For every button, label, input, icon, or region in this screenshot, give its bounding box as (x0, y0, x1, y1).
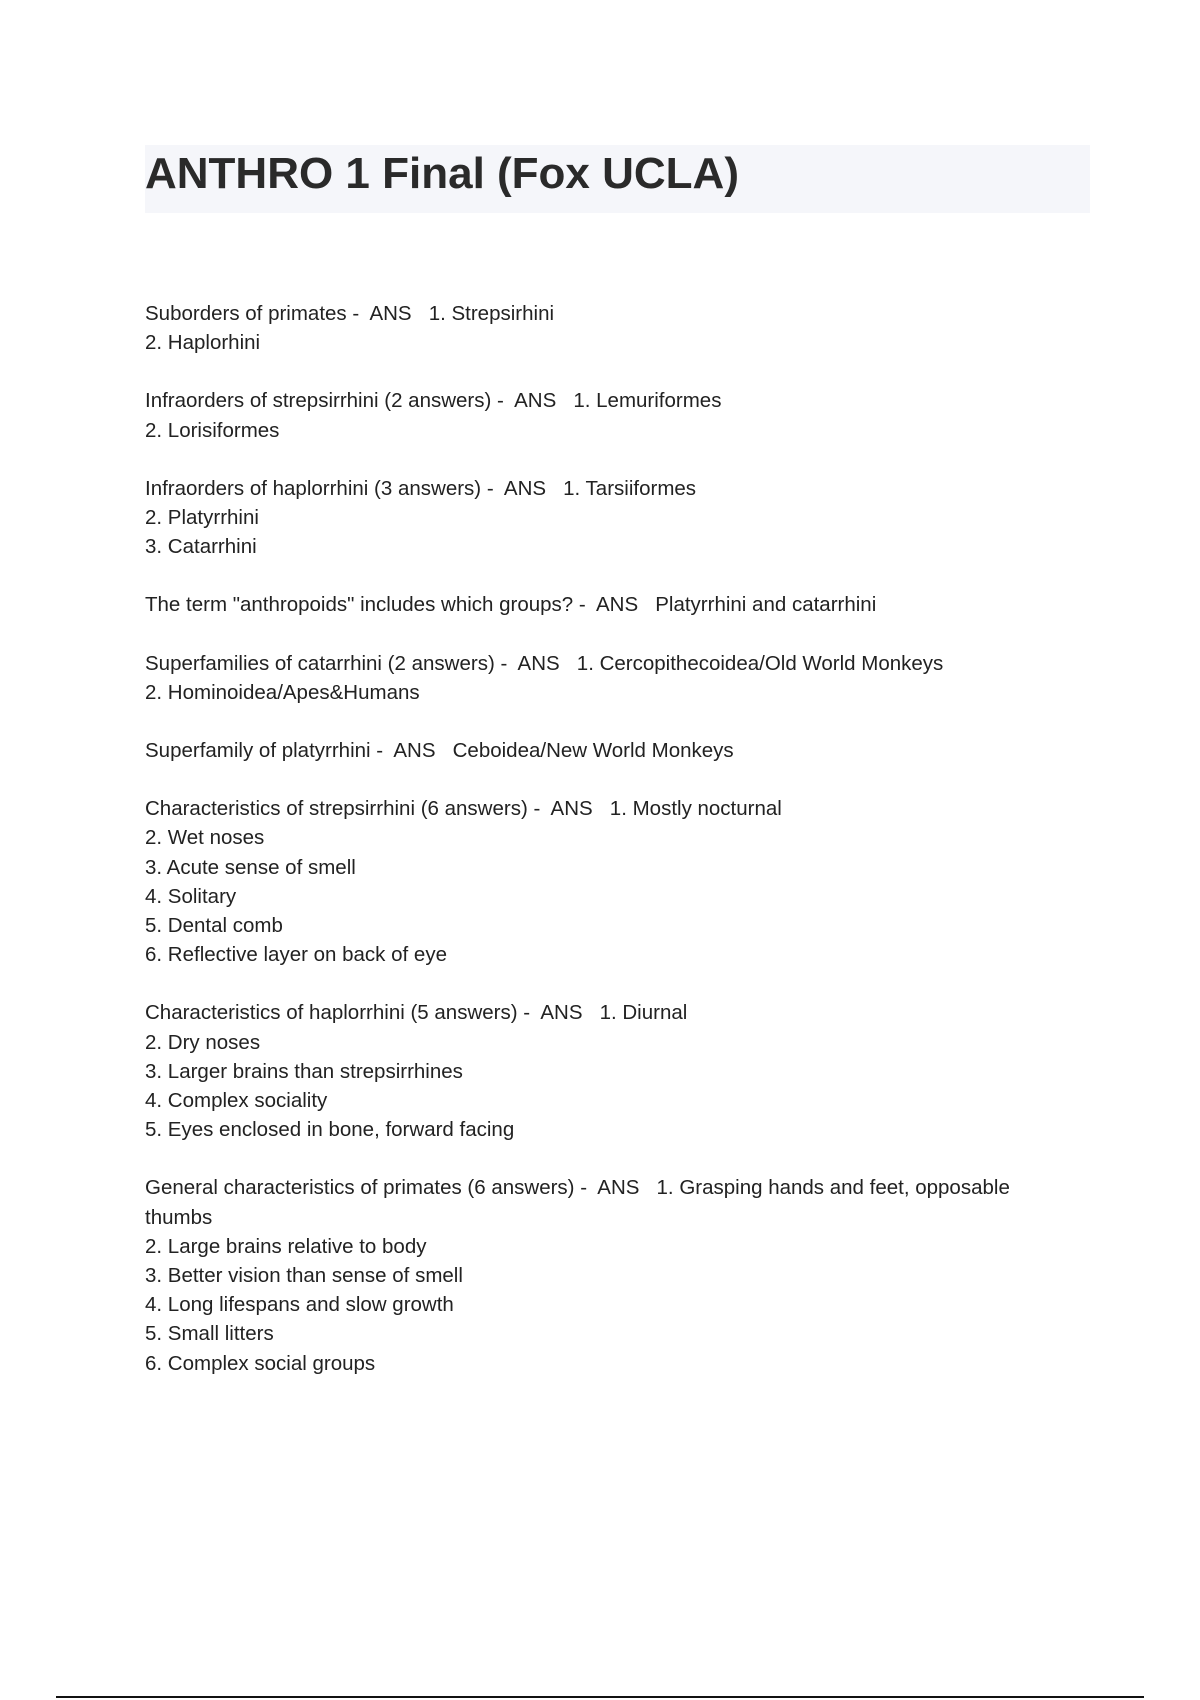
qa-line: Characteristics of strepsirrhini (6 answers) - ANS 1. Mostly nocturnal (145, 797, 782, 821)
qa-line: 2. Haplorhini (145, 331, 261, 355)
qa-line: 3. Larger brains than strepsirrhines (145, 1059, 463, 1083)
qa-line: 6. Reflective layer on back of eye (145, 943, 447, 967)
qa-item (145, 649, 1090, 707)
qa-line: Characteristics of haplorrhini (5 answers) - ANS 1. Diurnal (145, 1001, 688, 1025)
qa-line: 2. Hominoidea/Apes&Humans (145, 680, 420, 704)
qa-line: Infraorders of strepsirrhini (2 answers) - ANS 1. Lemuriformes (145, 389, 722, 413)
qa-line: 3. Catarrhini (145, 535, 257, 559)
qa-item (145, 299, 1090, 357)
qa-item (145, 590, 1090, 619)
qa-line: Suborders of primates - ANS 1. Strepsirhini (145, 302, 555, 325)
qa-line: 5. Eyes enclosed in bone, forward facing (145, 1118, 515, 1142)
footer-rule (56, 1696, 1144, 1698)
qa-list (145, 299, 1090, 1407)
qa-line: 4. Solitary (145, 884, 237, 908)
qa-line: Superfamily of platyrrhini - ANS Ceboidea/New World Monkeys (145, 739, 734, 763)
document-title: ANTHRO 1 Final (Fox UCLA) (145, 149, 739, 198)
qa-line: General characteristics of primates (6 answers) - ANS 1. Grasping hands and feet, opposable (145, 1176, 1010, 1200)
qa-line: 5. Small litters (145, 1322, 274, 1346)
qa-item (145, 386, 1090, 444)
qa-item (145, 794, 1090, 969)
qa-item (145, 474, 1090, 562)
qa-line: Superfamilies of catarrhini (2 answers) - ANS 1. Cercopithecoidea/Old World Monkeys (145, 651, 944, 675)
qa-item (145, 736, 1090, 765)
qa-line: Infraorders of haplorrhini (3 answers) - ANS 1. Tarsiiformes (145, 476, 697, 500)
qa-item (145, 998, 1090, 1144)
qa-line: 4. Complex sociality (145, 1089, 328, 1113)
qa-line: 3. Acute sense of smell (145, 855, 356, 879)
qa-line: 2. Dry noses (145, 1030, 261, 1054)
qa-line: thumbs (145, 1205, 213, 1229)
qa-line: 5. Dental comb (145, 914, 283, 938)
qa-line: 2. Large brains relative to body (145, 1234, 427, 1258)
qa-line: 6. Complex social groups (145, 1351, 376, 1375)
qa-line: 3. Better vision than sense of smell (145, 1264, 463, 1288)
qa-line: 4. Long lifespans and slow growth (145, 1293, 454, 1317)
qa-line: The term "anthropoids" includes which groups? - ANS Platyrrhini and catarrhini (145, 593, 877, 617)
qa-line: 2. Wet noses (145, 826, 265, 850)
qa-line: 2. Platyrrhini (145, 506, 259, 530)
qa-line: 2. Lorisiformes (145, 418, 280, 442)
qa-item (145, 1173, 1090, 1377)
